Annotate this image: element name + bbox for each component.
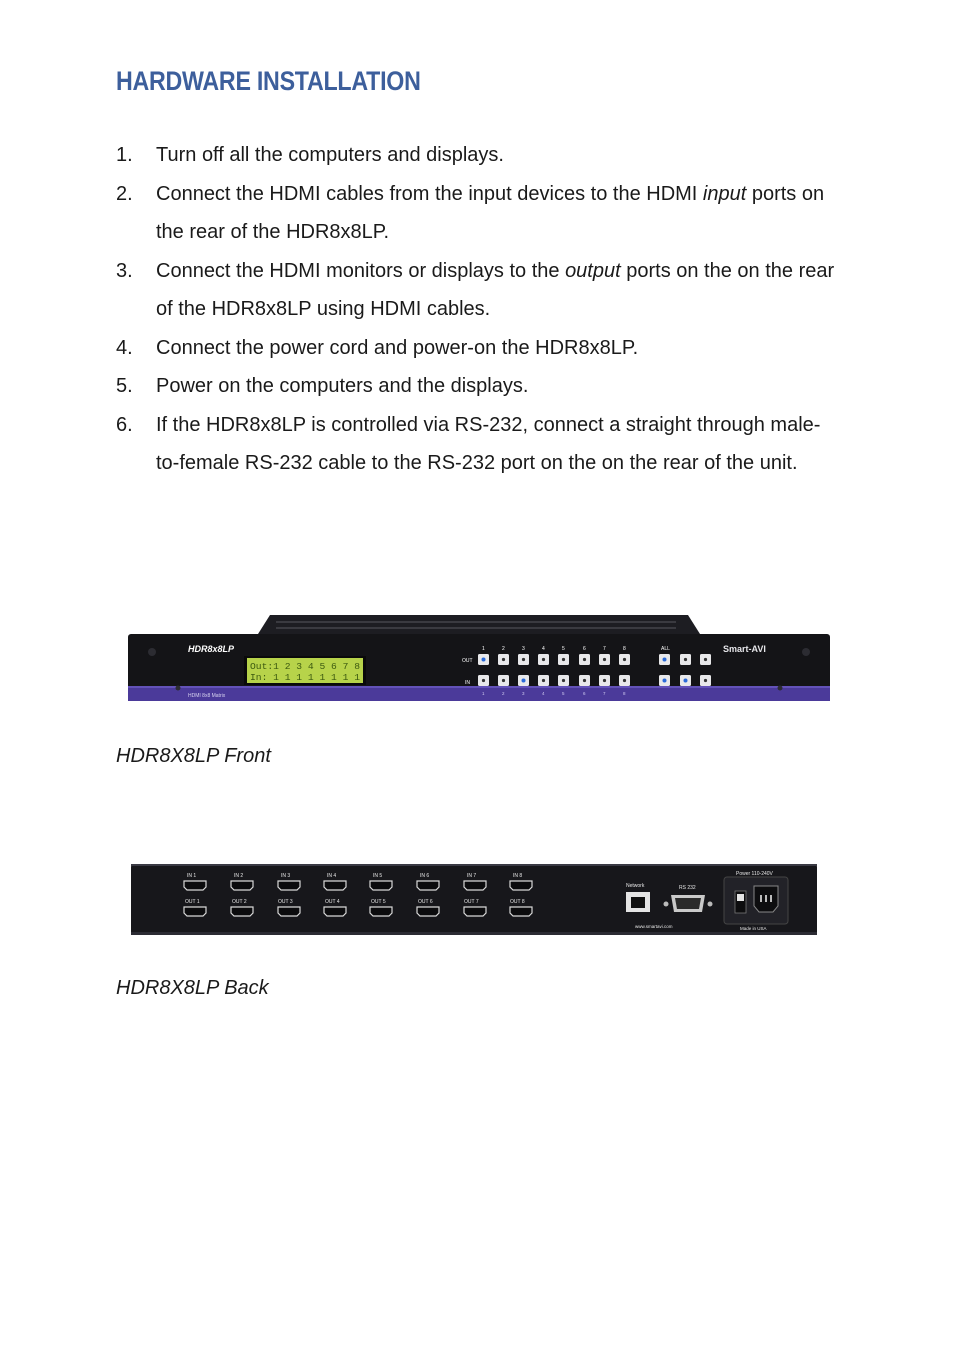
port-label: OUT 4 — [325, 899, 340, 905]
step-text: ports on the rear of the HDR8x8LP. — [156, 182, 825, 243]
step-text: Connect the HDMI cables from the input devices to the HDMI — [156, 182, 703, 205]
button-number: 4 — [542, 646, 545, 652]
step-text: Connect the power cord and power-on the HDR8x8LP. — [156, 336, 639, 359]
step-emphasis: input — [702, 182, 747, 205]
lcd-line-2: In: 1 1 1 1 1 1 1 1 — [250, 673, 360, 683]
step-number: 5. — [116, 375, 133, 397]
step-number: 6. — [116, 413, 133, 436]
port-label: IN 5 — [373, 873, 383, 879]
step-item — [116, 175, 836, 252]
button-number: 1 — [482, 646, 485, 652]
step-number: 4. — [116, 336, 133, 359]
step-text: Turn off all the computers and displays. — [156, 144, 504, 166]
port-label: OUT 1 — [185, 899, 200, 905]
step-number: 2. — [116, 182, 133, 205]
page-heading: HARDWARE INSTALLATION — [116, 66, 421, 96]
port-label: OUT 7 — [464, 899, 479, 905]
button-number: 7 — [603, 646, 606, 652]
rs232-label: RS 232 — [679, 885, 696, 891]
port-label: OUT 6 — [418, 899, 433, 905]
button-number: 6 — [583, 691, 586, 696]
step-text: ports on the on the rear of the HDR8x8LP using HDMI cables. — [156, 259, 835, 320]
button-number: 5 — [562, 691, 565, 696]
out-row-label: OUT — [462, 658, 473, 664]
port-label: IN 6 — [420, 873, 430, 879]
button-number: 4 — [542, 691, 545, 696]
back-panel-image — [130, 862, 818, 938]
port-label: IN 1 — [187, 873, 197, 879]
front-panel-image — [126, 612, 832, 704]
port-label: IN 2 — [234, 873, 244, 879]
port-label: IN 7 — [467, 873, 477, 879]
step-number: 3. — [116, 259, 133, 282]
step-text: If the HDR8x8LP is controlled via RS-232, connect a straight through male-to-female RS-232 cable to the RS-232 port on the on the rear of the unit. — [156, 413, 821, 474]
button-number: 6 — [583, 646, 586, 652]
button-number: 7 — [603, 691, 606, 696]
step-emphasis: output — [565, 259, 621, 282]
button-number: 3 — [522, 646, 525, 652]
step-item — [116, 329, 836, 368]
front-sub-label: HDMI 8x8 Matrix — [188, 693, 226, 699]
step-text: Power on the computers and the displays. — [156, 375, 529, 397]
port-label: IN 4 — [327, 873, 337, 879]
front-model-label: HDR8x8LP — [188, 644, 235, 654]
button-number: 8 — [623, 691, 626, 696]
back-caption: HDR8X8LP Back — [116, 977, 269, 999]
website-label: www.smartavi.com — [635, 924, 673, 929]
step-item — [116, 406, 836, 483]
power-label: Power 110-240V — [736, 871, 773, 877]
button-number: 8 — [623, 646, 626, 652]
step-text: Connect the HDMI monitors or displays to the — [156, 259, 566, 282]
port-label: OUT 5 — [371, 899, 386, 905]
step-number: 1. — [116, 144, 133, 166]
port-label: OUT 2 — [232, 899, 247, 905]
button-number: 3 — [522, 691, 525, 696]
button-number: 1 — [482, 691, 485, 696]
button-number: 2 — [502, 646, 505, 652]
port-label: IN 3 — [281, 873, 291, 879]
port-label: IN 8 — [513, 873, 523, 879]
brand-logo: Smart-AVI — [723, 644, 766, 654]
step-item — [116, 252, 836, 329]
step-item — [116, 367, 836, 406]
step-item — [116, 136, 836, 175]
button-number: 5 — [562, 646, 565, 652]
front-caption: HDR8X8LP Front — [116, 745, 271, 767]
port-label: OUT 8 — [510, 899, 525, 905]
network-label: Network — [626, 883, 645, 889]
lcd-line-1: Out:1 2 3 4 5 6 7 8 — [250, 662, 360, 672]
made-in-label: Made in USA — [740, 926, 767, 931]
port-label: OUT 3 — [278, 899, 293, 905]
installation-steps — [116, 136, 836, 483]
all-label: ALL — [661, 646, 670, 652]
button-number: 2 — [502, 691, 505, 696]
in-row-label: IN — [465, 680, 470, 686]
